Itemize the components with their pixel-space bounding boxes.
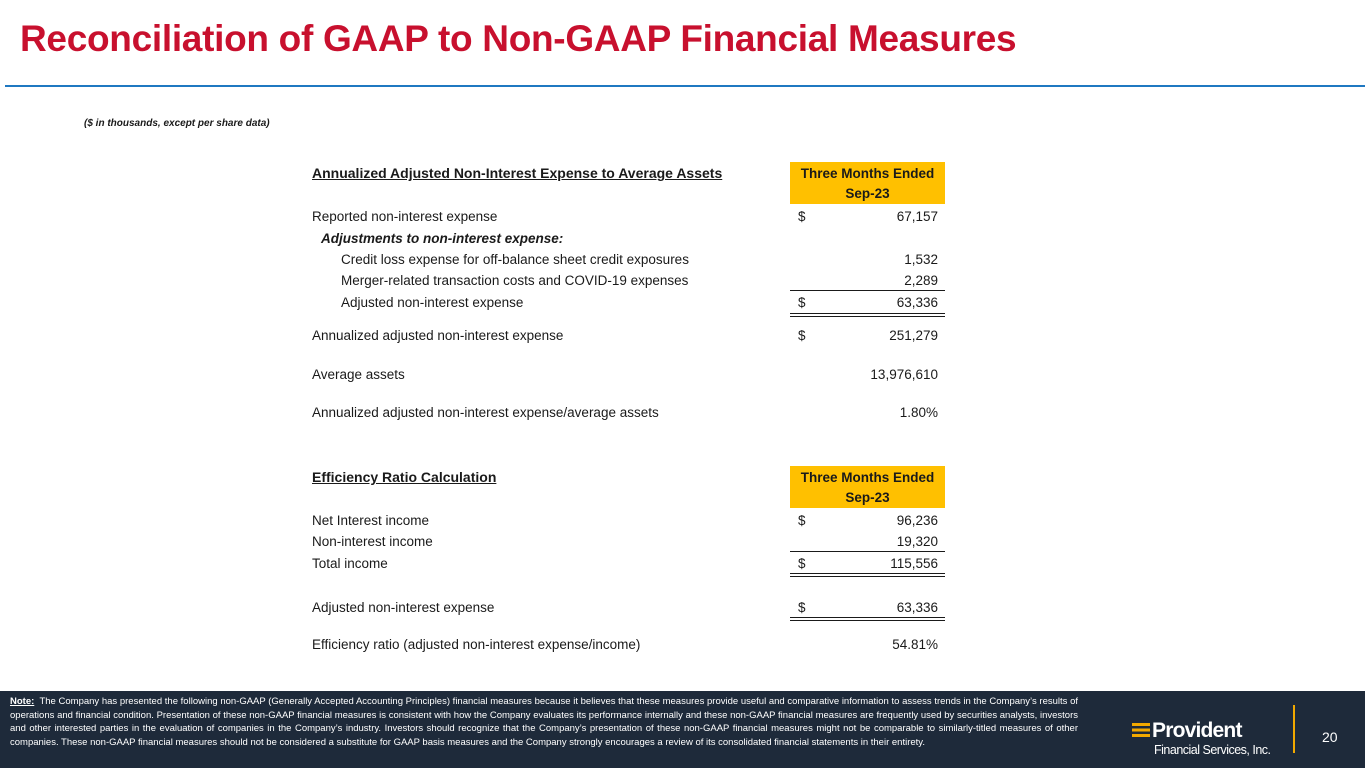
row-label: Merger-related transaction costs and COVID-19 expenses: [341, 273, 689, 288]
row-currency: $: [798, 295, 806, 310]
section2-heading: Efficiency Ratio Calculation: [312, 469, 497, 485]
section2-col-header-line1: Three Months Ended: [800, 470, 935, 485]
logo-name: Provident: [1152, 719, 1242, 742]
row-label: Net Interest income: [312, 513, 430, 528]
row-label: Credit loss expense for off-balance sheet credit exposures: [341, 252, 689, 267]
section1-col-header-line1: Three Months Ended: [800, 166, 935, 181]
row-label: Efficiency ratio (adjusted non-interest expense/income): [312, 637, 641, 652]
section1-heading: Annualized Adjusted Non-Interest Expense to Average Assets: [312, 165, 723, 181]
total-double-rule: [790, 313, 945, 317]
logo-subtitle: Financial Services, Inc.: [1154, 743, 1271, 757]
row-label: Reported non-interest expense: [312, 209, 498, 224]
row-value: 63,336: [896, 295, 938, 310]
section2-column-header: [790, 466, 945, 508]
row-label: Non-interest income: [312, 534, 433, 549]
footer-bar: [0, 691, 1365, 768]
note-text: The Company has presented the following non-GAAP (Generally Accepted Accounting Principles) financial measures because it believes that these measures provide useful and comparative information to assess trends in the Company’s results of operations and financial condition. Presentation of these non-GAAP financial measures is consistent with how the Company evaluates its performance internally and these non-GAAP financial measures are frequently used by securities analysts, investors and other interested parties in the evaluation of companies in the Company’s industry. Investors should recognize that the Company’s presentation of these non-GAAP financial measures might not be comparable to similarly-titled measures of other companies. These non-GAAP financial measures should not be considered a substitute for GAAP basis measures and the Company strongly encourages a review of its consolidated financial statements in their entirety.: [10, 696, 1078, 748]
table-row: [312, 228, 944, 249]
page-number: 20: [1322, 729, 1338, 745]
row-value: 1.80%: [899, 405, 938, 420]
table-row: [312, 634, 944, 655]
row-label: Total income: [312, 556, 388, 571]
row-currency: $: [798, 513, 806, 528]
title-divider: [5, 85, 1365, 87]
section2-col-header-line2: Sep-23: [845, 490, 890, 505]
row-value: 1,532: [904, 252, 938, 267]
row-currency: $: [798, 556, 806, 571]
row-value: 251,279: [889, 328, 938, 343]
total-double-rule: [790, 617, 945, 621]
row-label: Adjusted non-interest expense: [341, 295, 524, 310]
row-currency: $: [798, 600, 806, 615]
table-row: [312, 270, 944, 291]
table-row: [312, 364, 944, 385]
row-label: Adjustments to non-interest expense:: [321, 231, 564, 246]
table-row: [312, 325, 944, 346]
table-row: [312, 510, 944, 531]
row-label: Annualized adjusted non-interest expense/average assets: [312, 405, 659, 420]
subtotal-rule: [790, 551, 945, 552]
row-value: 13,976,610: [870, 367, 938, 382]
table-row: [312, 402, 944, 423]
table-row: [312, 531, 944, 552]
provident-logo-icon: [1132, 723, 1150, 737]
table-row: [312, 553, 944, 574]
row-value: 67,157: [896, 209, 938, 224]
row-currency: $: [798, 209, 806, 224]
units-note: ($ in thousands, except per share data): [84, 118, 270, 129]
row-value: 2,289: [904, 273, 938, 288]
row-currency: $: [798, 328, 806, 343]
note-label: Note:: [10, 696, 35, 707]
row-value: 19,320: [896, 534, 938, 549]
table-row: [312, 206, 944, 227]
row-value: 115,556: [890, 556, 938, 571]
row-value: 96,236: [896, 513, 938, 528]
row-label: Adjusted non-interest expense: [312, 600, 495, 615]
subtotal-rule: [790, 290, 945, 291]
section1-col-header-line2: Sep-23: [845, 186, 890, 201]
footer-note: [10, 695, 1078, 749]
row-value: 54.81%: [892, 637, 938, 652]
row-label: Average assets: [312, 367, 405, 382]
table-row: [312, 292, 944, 313]
total-double-rule: [790, 573, 945, 577]
row-value: 63,336: [896, 600, 938, 615]
section1-column-header: [790, 162, 945, 204]
row-label: Annualized adjusted non-interest expense: [312, 328, 564, 343]
logo-divider: [1293, 705, 1295, 753]
page-title: Reconciliation of GAAP to Non-GAAP Financial Measures: [20, 18, 1017, 59]
table-row: [312, 597, 944, 618]
table-row: [312, 249, 944, 270]
